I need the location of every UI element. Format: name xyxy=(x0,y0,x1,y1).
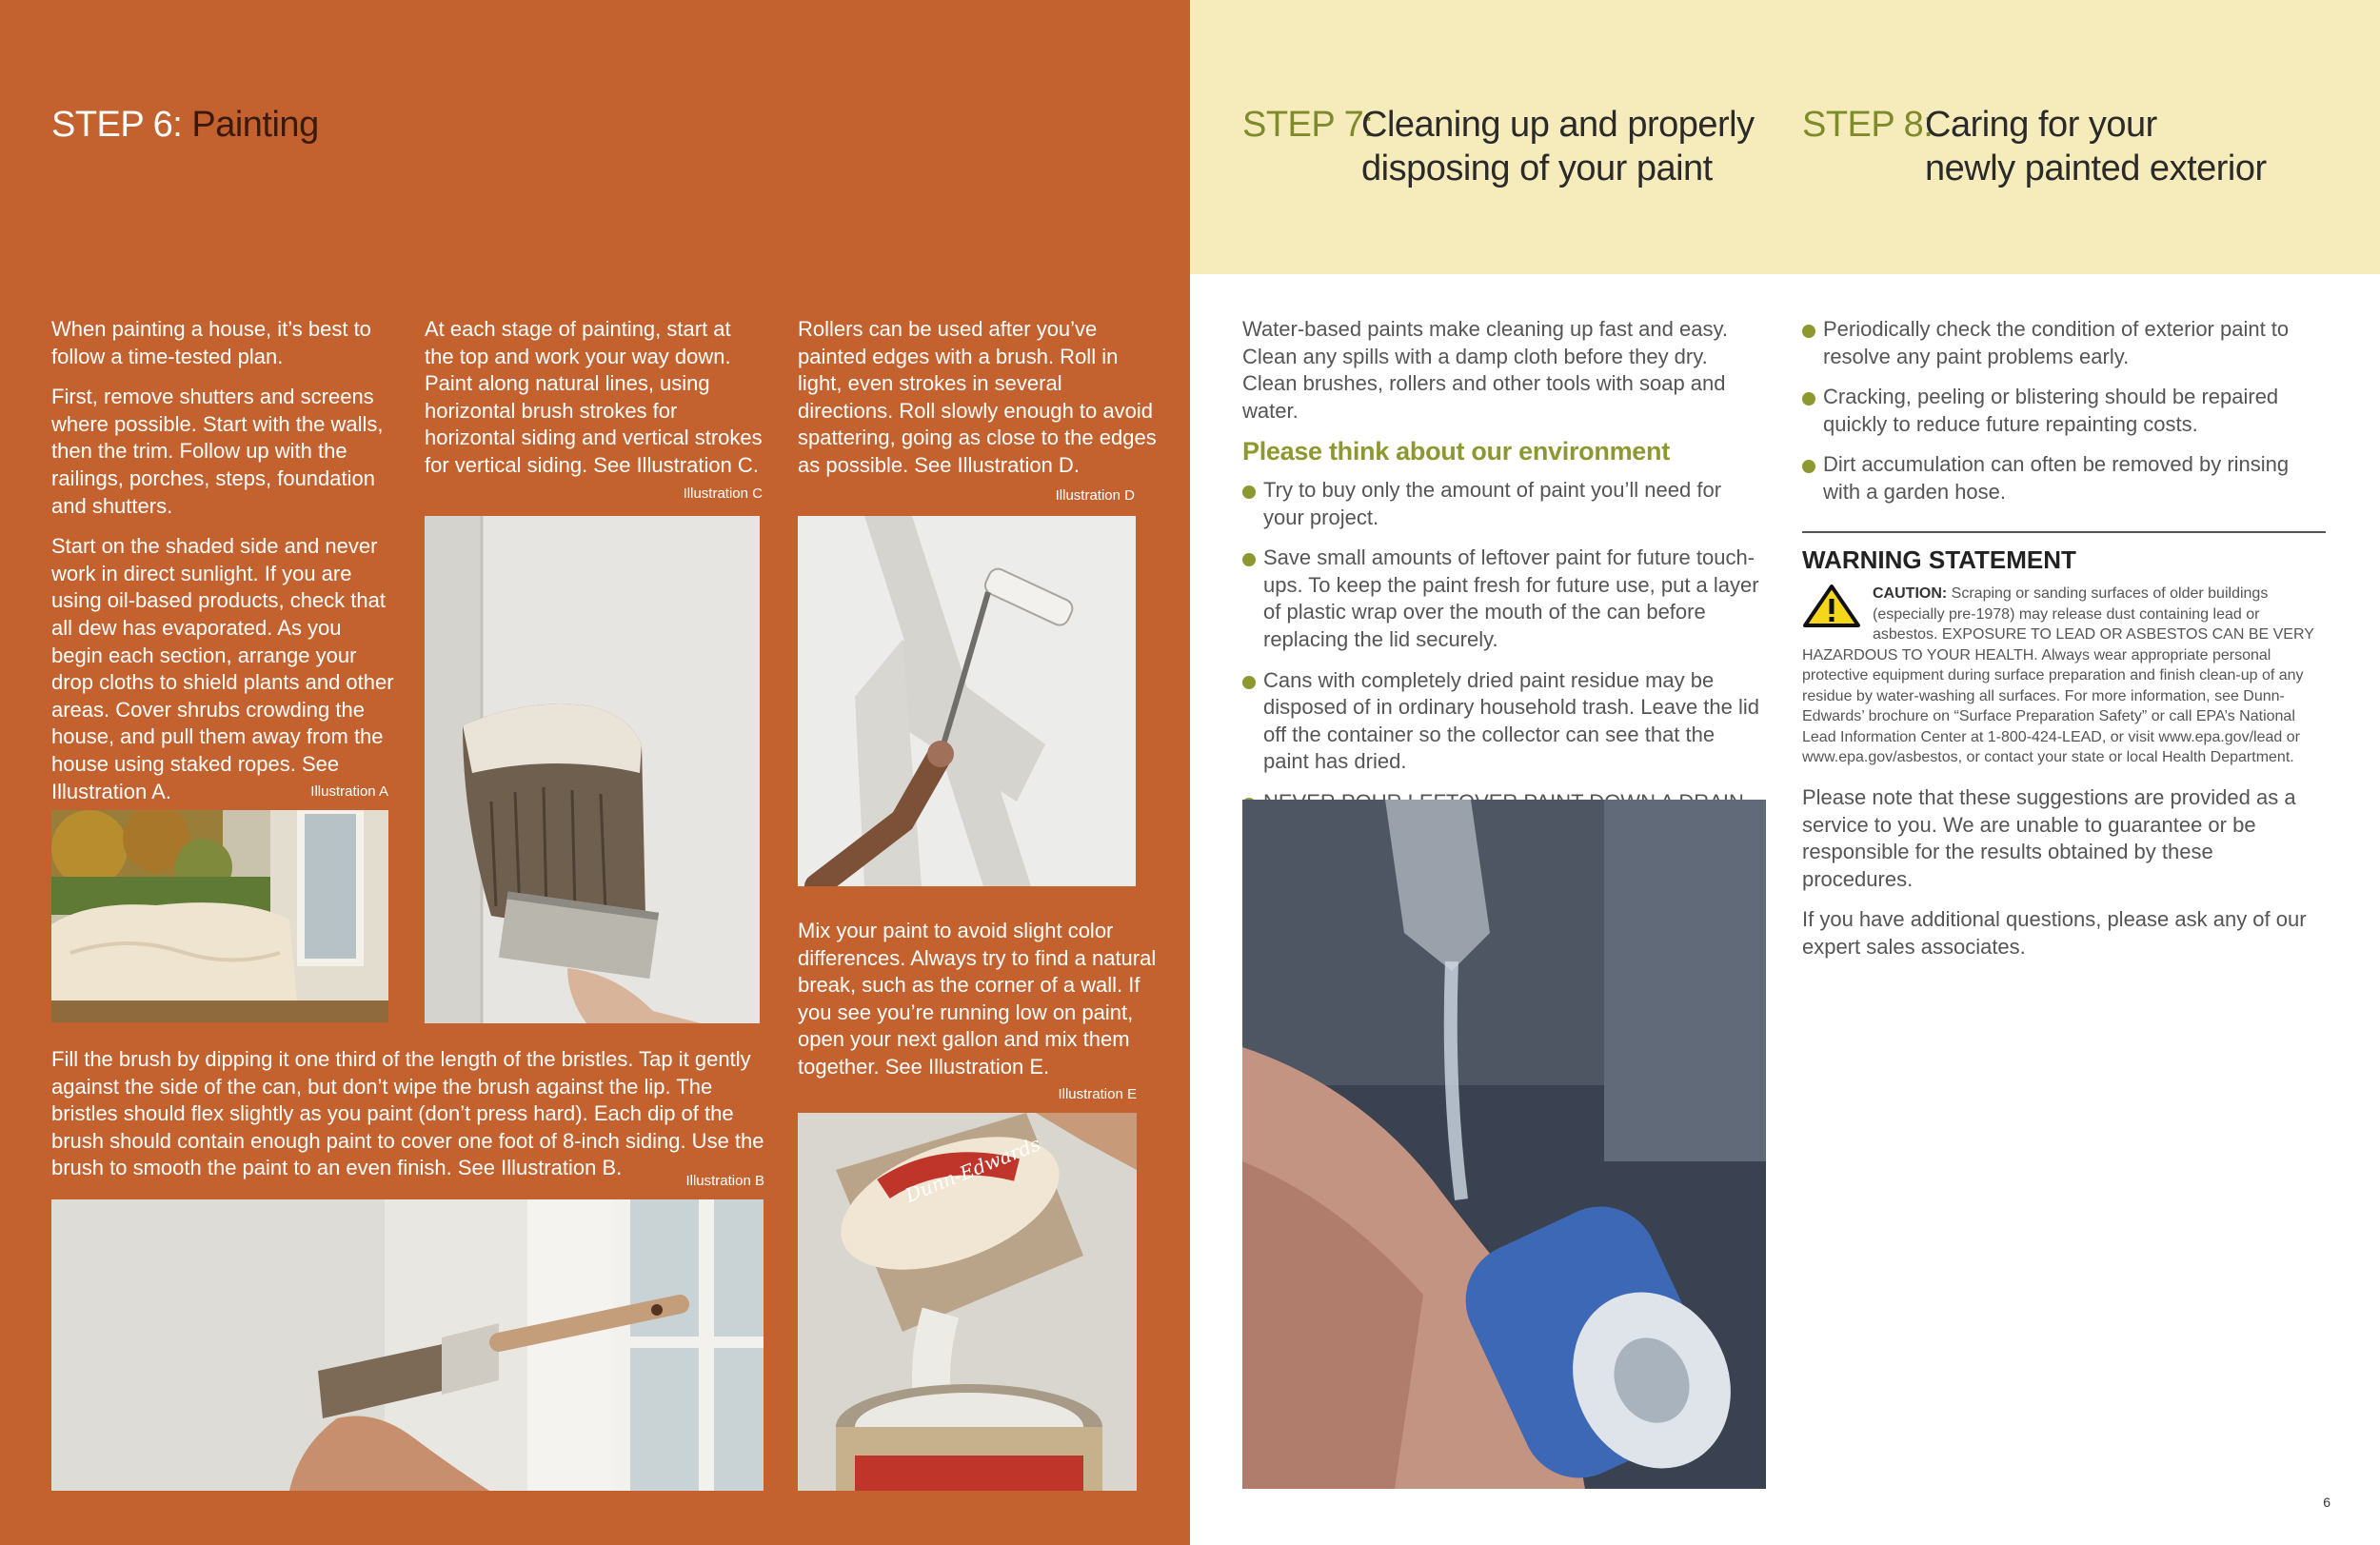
warning-divider xyxy=(1802,531,2326,533)
page-number: 6 xyxy=(2323,1495,2330,1510)
step6-column-1 xyxy=(51,316,394,819)
step6-col3-para2: Mix your paint to avoid slight color differences. Always try to find a natural break, such as the corner of a wall. If you see you’re running low on paint, open your next gallon and mix them together. See Illustration E. xyxy=(798,919,1157,1079)
step6-col1-para3: Start on the shaded side and never work in direct sunlight. If you are using oil-based products, check that all dew has evaporated. As you begin each section, arrange your drop cloths to shield plants and other areas. Cover shrubs crowding the house, and pull them away from the house using staked ropes. See Illustration A. xyxy=(51,534,394,803)
bullet-dot-icon xyxy=(1242,553,1256,566)
bullet-dot-icon xyxy=(1802,325,1815,338)
service-note: Please note that these suggestions are provided as a service to you. We are unable to guarantee or be responsible for the results obtained by these procedures. xyxy=(1802,785,2296,891)
step6-column-2 xyxy=(425,316,763,493)
illustration-c-caption: Illustration C xyxy=(683,485,763,502)
roller-under-faucet-image xyxy=(1242,800,1766,1489)
rinsing-roller-photo xyxy=(1242,800,1766,1489)
step6-title: Painting xyxy=(191,105,319,145)
questions-note: If you have additional questions, please ask any of our expert sales associates. xyxy=(1802,907,2307,959)
illustration-a-caption: Illustration A xyxy=(310,783,388,800)
step7-intro: Water-based paints make cleaning up fast and easy. Clean any spills with a damp cloth before they dry. Clean brushes, rollers and other tools with soap and water. xyxy=(1242,317,1728,423)
pouring-paint-can-image xyxy=(798,1113,1137,1491)
caution-text: Scraping or sanding surfaces of older buildings (especially pre-1978) may release dust containing lead or asbestos. EXPOSURE TO LEAD OR ASBESTOS CAN BE VERY HAZARDOUS TO YOUR HEALTH. Always wear appropriate personal protective equipment during surface preparation and finish clean-up of any residue by water-washing all surfaces. For more information, see Dunn-Edwards’ brochure on “Surface Preparation Safety” or call EPA’s National Lead Information Center at 1-800-424-LEAD, or visit www.epa.gov/lead or www.epa.gov/asbestos, or contact your state or local Health Department. xyxy=(1802,585,2314,765)
step8-bullet: Dirt accumulation can often be removed by rinsing with a garden hose. xyxy=(1802,451,2326,505)
step6-wide-para: Fill the brush by dipping it one third of the length of the bristles. Tap it gently against the side of the can, but don’t wipe the brush against the lip. The bristles should flex slightly as you paint (don’t press hard). Each dip of the brush should contain enough paint to cover one foot of 8-inch siding. Use the brush to smooth the paint to an even finish. See Illustration B. xyxy=(51,1047,764,1180)
step8-title-line2: newly painted exterior xyxy=(1925,149,2267,188)
warning-statement-heading: WARNING STATEMENT xyxy=(1802,545,2076,574)
step7-bullet: Try to buy only the amount of paint you’ll need for your project. xyxy=(1242,477,1761,531)
warning-statement-body xyxy=(1802,584,2316,768)
can-brand-label: Dunn-Edwards xyxy=(902,1132,1044,1207)
brushing-siding-image xyxy=(51,1199,764,1491)
step8-notes xyxy=(1802,784,2326,961)
step8-bullet: Periodically check the condition of exterior paint to resolve any paint problems early. xyxy=(1802,316,2326,370)
step6-column-3 xyxy=(798,316,1160,493)
roller-on-wall-image xyxy=(798,516,1136,886)
step6-column-3-lower xyxy=(798,918,1160,1095)
step7-body xyxy=(1242,316,1761,857)
bullet-dot-icon xyxy=(1802,460,1815,473)
illustration-d-photo xyxy=(798,516,1136,886)
step6-col3-para1: Rollers can be used after you’ve painted edges with a brush. Roll in light, even strokes in several directions. Roll slowly enough to avoid spattering, going as close to the edges as possible. See Illustration D. xyxy=(798,317,1157,477)
illustration-d-caption: Illustration D xyxy=(1055,487,1135,504)
illustration-b-photo xyxy=(51,1199,764,1491)
step6-col1-para2: First, remove shutters and screens where possible. Start with the walls, then the trim. Follow up with the railings, porches, steps, foundation and shutters. xyxy=(51,385,384,518)
step6-heading xyxy=(51,103,319,147)
bullet-dot-icon xyxy=(1802,392,1815,406)
step8-bullet: Cracking, peeling or blistering should be repaired quickly to reduce future repainting costs. xyxy=(1802,384,2326,438)
warning-triangle-icon xyxy=(1802,584,1861,627)
step7-title xyxy=(1361,103,1755,190)
bullet-dot-icon xyxy=(1242,485,1256,499)
step8-title xyxy=(1925,103,2267,190)
step6-number: STEP 6: xyxy=(51,105,183,145)
paintbrush-on-wall-image xyxy=(425,516,760,1023)
illustration-e-caption: Illustration E xyxy=(1058,1086,1137,1102)
step6-col1-para1: When painting a house, it’s best to follow a time-tested plan. xyxy=(51,317,371,368)
illustration-c-photo xyxy=(425,516,760,1023)
bullet-dot-icon xyxy=(1242,676,1256,689)
step8-number: STEP 8: xyxy=(1802,105,1934,145)
step7-title-line2: disposing of your paint xyxy=(1361,149,1713,188)
illustration-e-photo xyxy=(798,1113,1137,1491)
environment-heading: Please think about our environment xyxy=(1242,437,1670,466)
step7-bullet: Cans with completely dried paint residue may be disposed of in ordinary household trash. Leave the lid off the container so the collector can see that the paint has dried. xyxy=(1242,667,1761,776)
step7-title-line1: Cleaning up and properly xyxy=(1361,105,1755,145)
step8-heading xyxy=(1802,103,1933,147)
caution-label: CAUTION: xyxy=(1873,585,1948,602)
step8-title-line1: Caring for your xyxy=(1925,105,2157,145)
step7-bullet: Save small amounts of leftover paint for future touch-ups. To keep the paint fresh for future use, put a layer of plastic wrap over the mouth of the can before replacing the lid securely. xyxy=(1242,545,1761,653)
illustration-a-photo xyxy=(51,810,388,1022)
step8-body xyxy=(1802,316,2326,520)
step6-col2-para1: At each stage of painting, start at the top and work your way down. Paint along natural lines, using horizontal brush strokes for horizontal siding and vertical strokes for vertical siding. See Illustration C. xyxy=(425,317,763,477)
step7-number: STEP 7: xyxy=(1242,105,1374,145)
drop-cloth-shrubs-image xyxy=(51,810,388,1022)
illustration-b-caption: Illustration B xyxy=(685,1173,764,1189)
step7-heading xyxy=(1242,103,1373,147)
